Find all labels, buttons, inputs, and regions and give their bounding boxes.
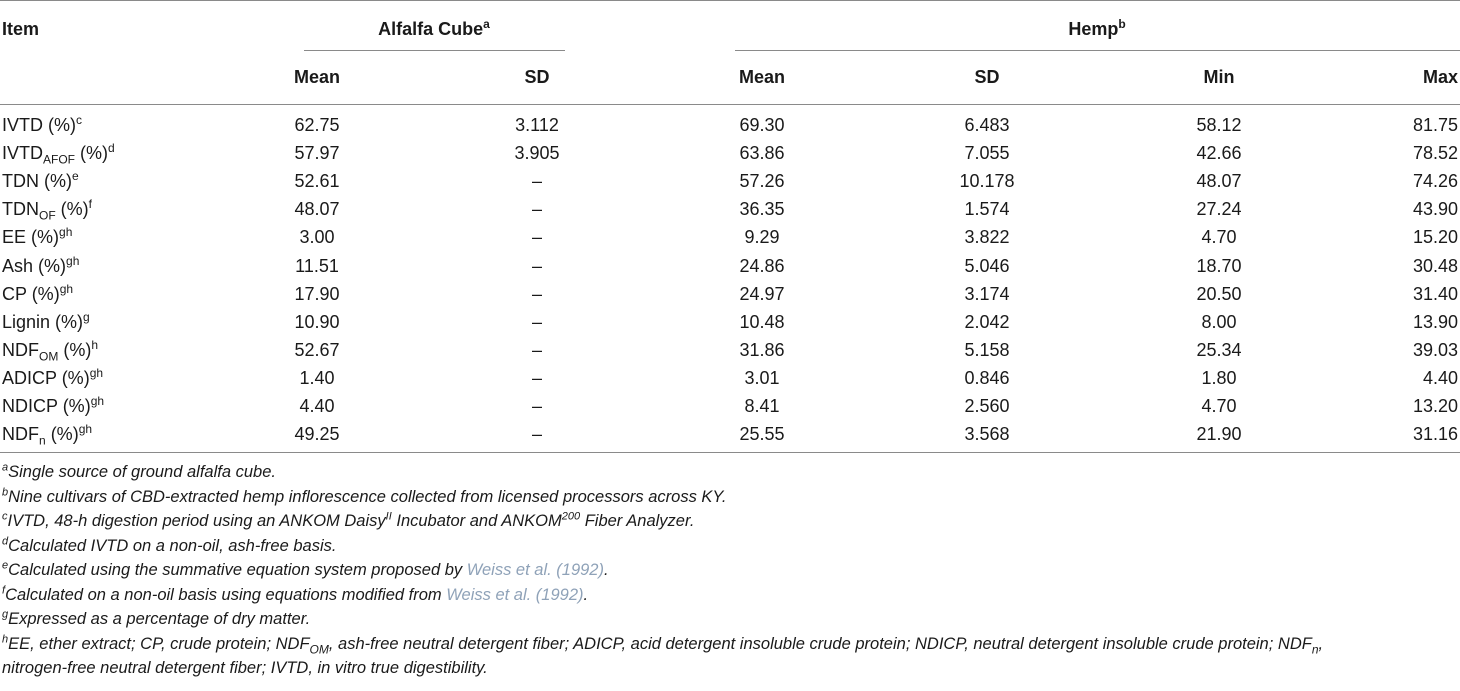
row-label: Lignin (%)$^g$ bbox=[2, 310, 90, 332]
header-hemp-min: Min bbox=[1203, 67, 1235, 87]
row-label: $NDF_{OM}$ (%)$^h$ bbox=[2, 338, 99, 364]
cell-alfalfa-mean: 17.90 bbox=[294, 284, 340, 304]
header-hemp-max: Max bbox=[1422, 67, 1458, 87]
cell-alfalfa-sd: – bbox=[531, 199, 543, 219]
cell-alfalfa-sd: – bbox=[531, 256, 543, 276]
header-alfalfa-sd: SD bbox=[524, 67, 550, 87]
header-bottom-rule bbox=[0, 104, 1460, 105]
cell-hemp-max: 31.16 bbox=[1412, 424, 1458, 444]
row-label: IVTD (%)$^c$ bbox=[2, 113, 83, 135]
cell-alfalfa-mean: 62.75 bbox=[294, 115, 340, 135]
cell-hemp-sd: 3.822 bbox=[964, 227, 1010, 247]
footnote-b: $^b$Nine cultivars of CBD-extracted hemp inflorescence collected from licensed processors across KY. bbox=[2, 486, 727, 506]
cell-hemp-max: 13.90 bbox=[1412, 312, 1458, 332]
footnote-d: $^d$Calculated IVTD on a non-oil, ash-free basis. bbox=[2, 535, 337, 555]
cell-alfalfa-mean: 52.67 bbox=[294, 340, 340, 360]
cell-alfalfa-mean: 1.40 bbox=[299, 368, 335, 388]
cell-hemp-min: 4.70 bbox=[1201, 227, 1237, 247]
cell-hemp-min: 1.80 bbox=[1201, 368, 1237, 388]
header-hemp: Hemp$^b$ bbox=[1068, 17, 1126, 39]
cell-alfalfa-sd: – bbox=[531, 368, 543, 388]
header-hemp-sd: SD bbox=[974, 67, 1000, 87]
cell-hemp-max: 4.40 bbox=[1422, 368, 1458, 388]
cell-hemp-min: 42.66 bbox=[1196, 143, 1242, 163]
cell-hemp-sd: 1.574 bbox=[964, 199, 1010, 219]
cell-hemp-sd: 0.846 bbox=[964, 368, 1010, 388]
header-hemp-mean: Mean bbox=[738, 67, 786, 87]
header-alfalfa-mean: Mean bbox=[293, 67, 341, 87]
cell-hemp-max: 13.20 bbox=[1412, 396, 1458, 416]
cell-hemp-mean: 63.86 bbox=[739, 143, 785, 163]
cell-alfalfa-sd: – bbox=[531, 227, 543, 247]
cell-alfalfa-sd: – bbox=[531, 284, 543, 304]
cell-hemp-sd: 7.055 bbox=[964, 143, 1010, 163]
cell-alfalfa-mean: 3.00 bbox=[299, 227, 335, 247]
hemp-group-rule bbox=[735, 50, 1460, 51]
cell-hemp-min: 48.07 bbox=[1196, 171, 1242, 191]
table-bottom-rule bbox=[0, 452, 1460, 453]
header-alfalfa-cube: Alfalfa Cube$^a$ bbox=[378, 17, 490, 39]
cell-hemp-min: 21.90 bbox=[1196, 424, 1242, 444]
footnote-g: $^g$Expressed as a percentage of dry matter. bbox=[2, 608, 311, 628]
cell-hemp-min: 18.70 bbox=[1196, 256, 1242, 276]
footnote-c: $^c$IVTD, 48-h digestion period using an ANKOM Daisy$^{II}$ Incubator and ANKOM$^{200}$ Fiber Analyzer. bbox=[2, 510, 695, 530]
row-label: ADICP (%)$^{gh}$ bbox=[2, 366, 104, 388]
cell-hemp-sd: 5.046 bbox=[964, 256, 1010, 276]
cell-alfalfa-sd: – bbox=[531, 340, 543, 360]
row-label: $TDN_{OF}$ (%)$^f$ bbox=[2, 197, 93, 223]
cell-hemp-sd: 10.178 bbox=[959, 171, 1015, 191]
cell-alfalfa-sd: 3.905 bbox=[514, 143, 560, 163]
footnote-f: $^f$Calculated on a non-oil basis using equations modified from Weiss et al. (1992). bbox=[2, 584, 589, 604]
footnote-h: $^h$EE, ether extract; CP, crude protein; $NDF_{OM}$, ash-free neutral detergent fiber; ADICP, acid detergent insoluble crude protein; NDICP, neutral detergent insoluble crude protein; $NDF_n$, bbox=[2, 633, 1324, 656]
cell-alfalfa-mean: 57.97 bbox=[294, 143, 340, 163]
cell-hemp-sd: 6.483 bbox=[964, 115, 1010, 135]
cell-hemp-sd: 3.568 bbox=[964, 424, 1010, 444]
cell-hemp-mean: 57.26 bbox=[739, 171, 785, 191]
cell-hemp-mean: 3.01 bbox=[744, 368, 780, 388]
footnote-e: $^e$Calculated using the summative equation system proposed by Weiss et al. (1992). bbox=[2, 559, 609, 579]
cell-hemp-max: 39.03 bbox=[1412, 340, 1458, 360]
cell-hemp-max: 81.75 bbox=[1412, 115, 1458, 135]
row-label: NDICP (%)$^{gh}$ bbox=[2, 394, 105, 416]
cell-hemp-sd: 2.042 bbox=[964, 312, 1010, 332]
weiss-1992-link[interactable]: Weiss et al. (1992) bbox=[466, 561, 604, 579]
cell-alfalfa-sd: 3.112 bbox=[515, 115, 559, 135]
cell-hemp-sd: 5.158 bbox=[964, 340, 1010, 360]
row-label: $IVTD_{AFOF}$ (%)$^d$ bbox=[2, 141, 115, 167]
cell-hemp-min: 27.24 bbox=[1196, 199, 1242, 219]
row-label: TDN (%)$^e$ bbox=[2, 169, 79, 191]
cell-alfalfa-mean: 10.90 bbox=[294, 312, 340, 332]
cell-hemp-mean: 25.55 bbox=[739, 424, 785, 444]
cell-alfalfa-sd: – bbox=[531, 312, 543, 332]
cell-hemp-mean: 36.35 bbox=[739, 199, 785, 219]
header-item: Item bbox=[2, 19, 40, 39]
cell-alfalfa-mean: 4.40 bbox=[299, 396, 335, 416]
cell-alfalfa-mean: 52.61 bbox=[294, 171, 340, 191]
row-label: $NDF_n$ (%)$^{gh}$ bbox=[2, 422, 93, 448]
cell-hemp-mean: 10.48 bbox=[739, 312, 785, 332]
row-label: Ash (%)$^{gh}$ bbox=[2, 254, 80, 276]
cell-hemp-max: 74.26 bbox=[1412, 171, 1458, 191]
cell-hemp-max: 15.20 bbox=[1412, 227, 1458, 247]
cell-hemp-max: 30.48 bbox=[1412, 256, 1458, 276]
cell-hemp-min: 58.12 bbox=[1196, 115, 1242, 135]
cell-hemp-sd: 2.560 bbox=[964, 396, 1010, 416]
cell-hemp-sd: 3.174 bbox=[964, 284, 1010, 304]
footnote-h-continued: nitrogen-free neutral detergent fiber; IVTD, in vitro true digestibility. bbox=[2, 659, 488, 677]
cell-hemp-min: 4.70 bbox=[1201, 396, 1237, 416]
cell-alfalfa-mean: 48.07 bbox=[294, 199, 340, 219]
alfalfa-group-rule bbox=[304, 50, 565, 51]
cell-hemp-max: 31.40 bbox=[1412, 284, 1458, 304]
cell-alfalfa-sd: – bbox=[531, 171, 543, 191]
cell-hemp-min: 20.50 bbox=[1196, 284, 1242, 304]
cell-hemp-mean: 8.41 bbox=[744, 396, 780, 416]
cell-hemp-max: 78.52 bbox=[1412, 143, 1458, 163]
cell-hemp-max: 43.90 bbox=[1412, 199, 1458, 219]
cell-alfalfa-mean: 11.51 bbox=[295, 256, 339, 276]
cell-alfalfa-sd: – bbox=[531, 424, 543, 444]
footnotes bbox=[2, 460, 1458, 681]
row-label: CP (%)$^{gh}$ bbox=[2, 282, 74, 304]
cell-alfalfa-sd: – bbox=[531, 396, 543, 416]
cell-alfalfa-mean: 49.25 bbox=[294, 424, 340, 444]
row-label: EE (%)$^{gh}$ bbox=[2, 225, 73, 247]
cell-hemp-mean: 69.30 bbox=[739, 115, 785, 135]
cell-hemp-min: 8.00 bbox=[1201, 312, 1237, 332]
cell-hemp-mean: 24.86 bbox=[739, 256, 785, 276]
cell-hemp-mean: 31.86 bbox=[739, 340, 785, 360]
table-top-rule bbox=[0, 0, 1460, 1]
cell-hemp-min: 25.34 bbox=[1196, 340, 1242, 360]
cell-hemp-mean: 9.29 bbox=[744, 227, 780, 247]
footnote-a: $^a$Single source of ground alfalfa cube. bbox=[2, 461, 276, 481]
weiss-1992-link[interactable]: Weiss et al. (1992) bbox=[446, 585, 584, 604]
cell-hemp-mean: 24.97 bbox=[739, 284, 785, 304]
